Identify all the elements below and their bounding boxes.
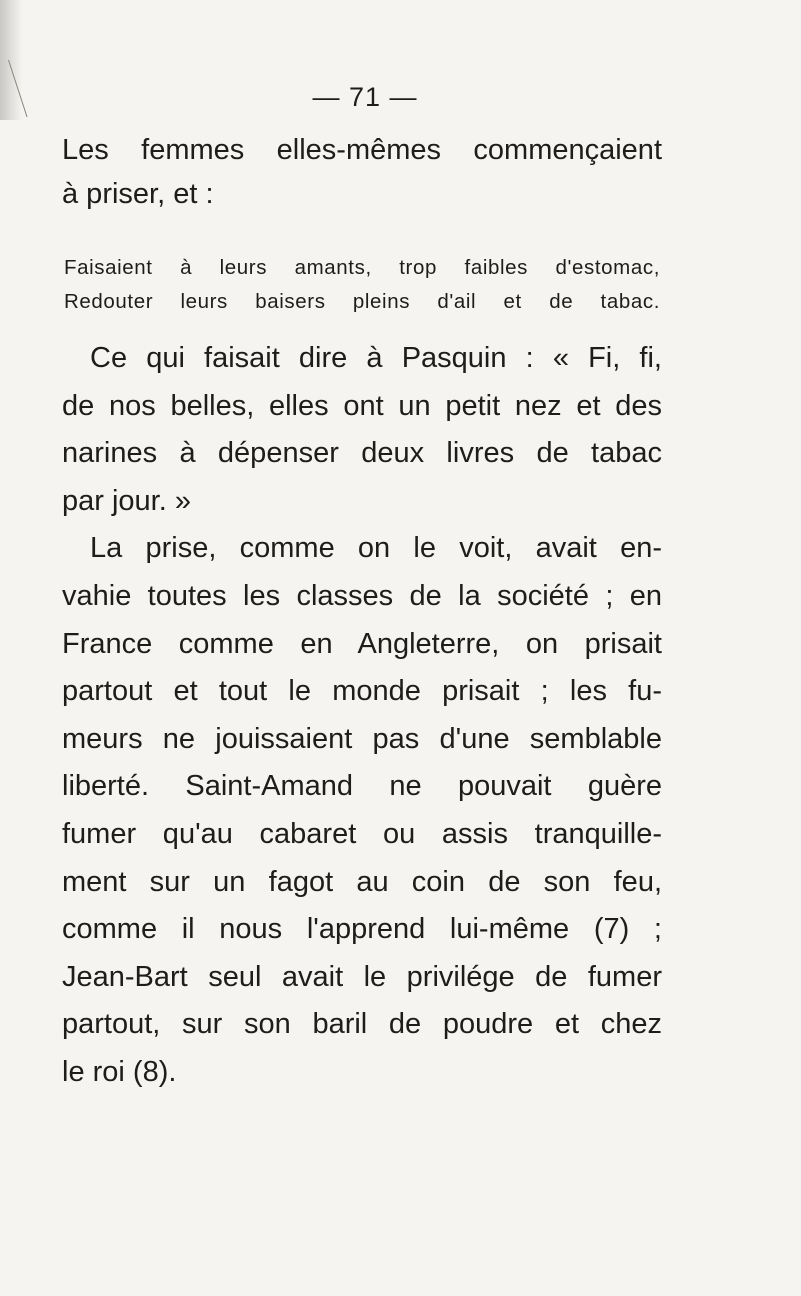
body-line: Ce qui faisait dire à Pasquin : « Fi, fi, (90, 342, 662, 374)
body-line: par jour. » (62, 484, 191, 517)
body-line: narines à dépenser deux livres de tabac (62, 437, 662, 470)
body-line: de nos belles, elles ont un petit nez et des (62, 389, 662, 422)
verse-line: Redouter leurs baisers pleins d'ail et de tabac. (64, 290, 660, 313)
body-line: ment sur un fagot au coin de son feu, (62, 865, 662, 898)
body-paragraphs (62, 335, 662, 1097)
body-line: meurs ne jouissaient pas d'une semblable (62, 722, 662, 755)
intro-line: Les femmes elles-mêmes commençaient (62, 134, 662, 166)
page-number: — 71 — (312, 82, 418, 112)
body-line: partout et tout le monde prisait ; les fu- (62, 675, 662, 708)
body-line: La prise, comme on le voit, avait en- (90, 532, 662, 565)
body-line: le roi (8). (62, 1055, 177, 1088)
verse-quotation (64, 251, 660, 319)
intro-paragraph (62, 128, 662, 216)
body-line: France comme en Angleterre, on prisait (62, 627, 662, 660)
intro-line: à priser, et : (62, 178, 214, 210)
body-line: Jean-Bart seul avait le privilége de fumer (62, 960, 662, 993)
body-line: liberté. Saint-Amand ne pouvait guère (62, 770, 662, 803)
body-line: vahie toutes les classes de la société ; en (62, 579, 662, 612)
verse-line: Faisaient à leurs amants, trop faibles d'estomac, (64, 256, 660, 279)
body-line: partout, sur son baril de poudre et chez (62, 1008, 662, 1041)
body-line: fumer qu'au cabaret ou assis tranquille- (62, 817, 662, 850)
body-line: comme il nous l'apprend lui-même (7) ; (62, 913, 662, 946)
